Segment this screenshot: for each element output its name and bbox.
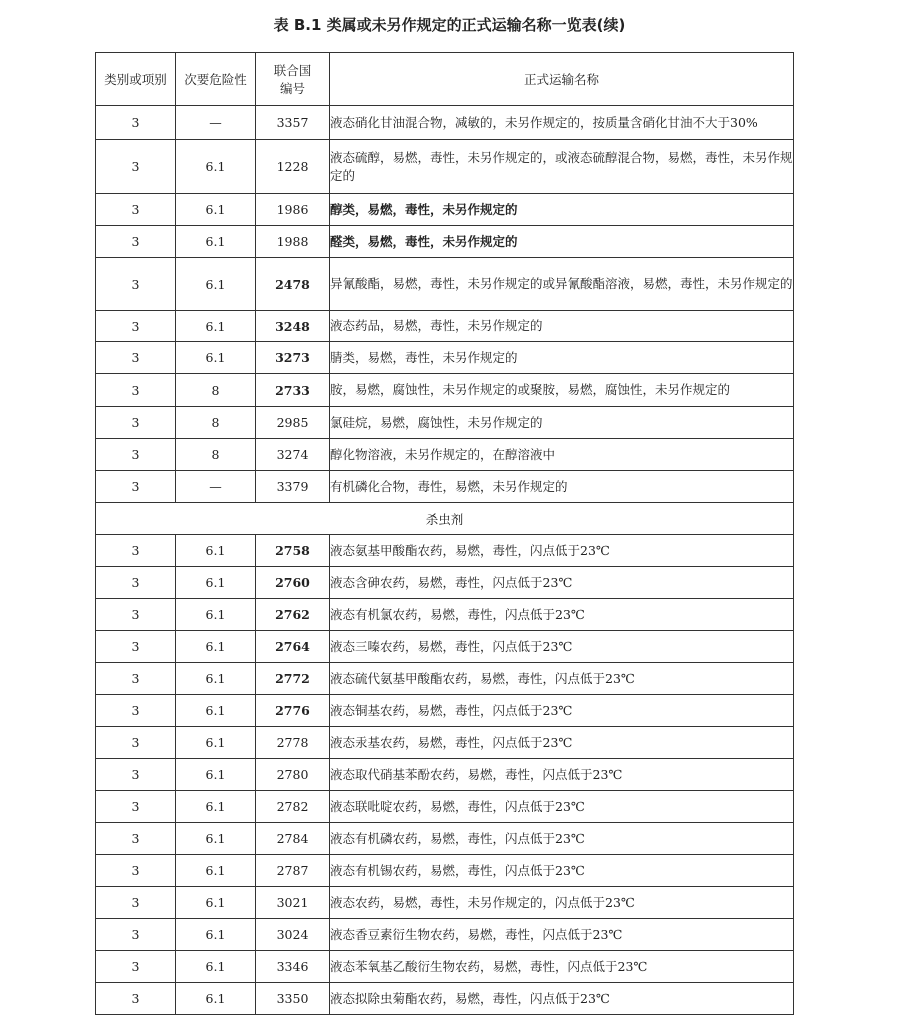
header-class: 类别或项别 xyxy=(96,53,176,106)
cell-un-number: 2778 xyxy=(256,727,330,759)
cell-class: 3 xyxy=(96,342,176,374)
table-row xyxy=(96,663,794,695)
cell-subsidiary: 8 xyxy=(176,374,256,407)
cell-class: 3 xyxy=(96,823,176,855)
cell-shipping-name: 胺，易燃，腐蚀性，未另作规定的或聚胺，易燃，腐蚀性，未另作规定的 xyxy=(330,374,794,407)
table-row xyxy=(96,951,794,983)
cell-un-number: 2733 xyxy=(256,374,330,407)
cell-class: 3 xyxy=(96,855,176,887)
cell-un-number: 3021 xyxy=(256,887,330,919)
table-row xyxy=(96,887,794,919)
cell-un-number: 2787 xyxy=(256,855,330,887)
cell-shipping-name: 异氰酸酯，易燃，毒性，未另作规定的或异氰酸酯溶液，易燃，毒性，未另作规定的 xyxy=(330,258,794,311)
cell-subsidiary: 6.1 xyxy=(176,567,256,599)
cell-subsidiary: 6.1 xyxy=(176,855,256,887)
cell-class: 3 xyxy=(96,791,176,823)
cell-shipping-name: 液态药品，易燃，毒性，未另作规定的 xyxy=(330,311,794,342)
cell-subsidiary: 6.1 xyxy=(176,194,256,226)
cell-un-number: 3379 xyxy=(256,471,330,503)
cell-class: 3 xyxy=(96,631,176,663)
cell-shipping-name: 液态汞基农药，易燃，毒性，闪点低于23℃ xyxy=(330,727,794,759)
table-row xyxy=(96,311,794,342)
cell-shipping-name: 液态拟除虫菊酯农药，易燃，毒性，闪点低于23℃ xyxy=(330,983,794,1015)
cell-subsidiary: 6.1 xyxy=(176,311,256,342)
table-row xyxy=(96,631,794,663)
table-row xyxy=(96,983,794,1015)
cell-shipping-name: 液态硫代氨基甲酸酯农药，易燃，毒性，闪点低于23℃ xyxy=(330,663,794,695)
table-row xyxy=(96,919,794,951)
cell-un-number: 2780 xyxy=(256,759,330,791)
cell-shipping-name: 液态铜基农药，易燃，毒性，闪点低于23℃ xyxy=(330,695,794,727)
cell-subsidiary: 6.1 xyxy=(176,599,256,631)
cell-un-number: 3357 xyxy=(256,106,330,140)
table-title: 表 B.1 类属或未另作规定的正式运输名称一览表(续) xyxy=(273,16,626,34)
cell-class: 3 xyxy=(96,407,176,439)
header-un-number xyxy=(256,53,330,106)
table-row xyxy=(96,727,794,759)
section-label-pesticides: 杀虫剂 xyxy=(96,503,794,535)
cell-shipping-name: 液态三嗪农药，易燃，毒性，闪点低于23℃ xyxy=(330,631,794,663)
cell-class: 3 xyxy=(96,759,176,791)
cell-shipping-name: 液态含砷农药，易燃，毒性，闪点低于23℃ xyxy=(330,567,794,599)
cell-class: 3 xyxy=(96,471,176,503)
cell-shipping-name: 醛类，易燃，毒性，未另作规定的 xyxy=(330,226,794,258)
cell-subsidiary: 6.1 xyxy=(176,759,256,791)
cell-class: 3 xyxy=(96,695,176,727)
cell-class: 3 xyxy=(96,567,176,599)
cell-shipping-name: 醇类，易燃，毒性，未另作规定的 xyxy=(330,194,794,226)
cell-un-number: 2764 xyxy=(256,631,330,663)
cell-shipping-name: 腈类，易燃，毒性，未另作规定的 xyxy=(330,342,794,374)
table-row xyxy=(96,823,794,855)
table-row xyxy=(96,342,794,374)
table-row xyxy=(96,194,794,226)
cell-shipping-name: 液态有机氯农药，易燃，毒性，闪点低于23℃ xyxy=(330,599,794,631)
cell-class: 3 xyxy=(96,374,176,407)
header-row xyxy=(96,53,794,106)
cell-un-number: 3274 xyxy=(256,439,330,471)
cell-shipping-name: 液态联吡啶农药，易燃，毒性，闪点低于23℃ xyxy=(330,791,794,823)
cell-un-number: 2760 xyxy=(256,567,330,599)
cell-shipping-name: 液态硫醇，易燃，毒性，未另作规定的，或液态硫醇混合物，易燃，毒性，未另作规定的 xyxy=(330,140,794,194)
cell-un-number: 2776 xyxy=(256,695,330,727)
table-row xyxy=(96,535,794,567)
header-shipping-name: 正式运输名称 xyxy=(330,53,794,106)
cell-subsidiary: — xyxy=(176,471,256,503)
cell-shipping-name: 液态农药，易燃，毒性，未另作规定的，闪点低于23℃ xyxy=(330,887,794,919)
cell-un-number: 2758 xyxy=(256,535,330,567)
cell-class: 3 xyxy=(96,106,176,140)
cell-un-number: 2762 xyxy=(256,599,330,631)
header-un-line2: 编号 xyxy=(279,81,305,96)
cell-shipping-name: 醇化物溶液，未另作规定的，在醇溶液中 xyxy=(330,439,794,471)
table-row xyxy=(96,258,794,311)
table-row xyxy=(96,471,794,503)
cell-subsidiary: 6.1 xyxy=(176,342,256,374)
cell-subsidiary: 8 xyxy=(176,439,256,471)
table-row xyxy=(96,855,794,887)
cell-class: 3 xyxy=(96,258,176,311)
cell-class: 3 xyxy=(96,887,176,919)
cell-un-number: 1988 xyxy=(256,226,330,258)
cell-subsidiary: 6.1 xyxy=(176,791,256,823)
cell-class: 3 xyxy=(96,140,176,194)
cell-subsidiary: 6.1 xyxy=(176,663,256,695)
cell-subsidiary: 6.1 xyxy=(176,983,256,1015)
table-row xyxy=(96,695,794,727)
cell-shipping-name: 氯硅烷，易燃，腐蚀性，未另作规定的 xyxy=(330,407,794,439)
table-row xyxy=(96,407,794,439)
cell-subsidiary: 6.1 xyxy=(176,631,256,663)
table-row xyxy=(96,106,794,140)
cell-un-number: 1986 xyxy=(256,194,330,226)
cell-shipping-name: 液态有机磷农药，易燃，毒性，闪点低于23℃ xyxy=(330,823,794,855)
cell-class: 3 xyxy=(96,663,176,695)
cell-class: 3 xyxy=(96,226,176,258)
cell-subsidiary: 6.1 xyxy=(176,535,256,567)
cell-un-number: 1228 xyxy=(256,140,330,194)
table-row xyxy=(96,759,794,791)
cell-un-number: 3273 xyxy=(256,342,330,374)
section-row xyxy=(96,503,794,535)
cell-un-number: 3024 xyxy=(256,919,330,951)
cell-subsidiary: 6.1 xyxy=(176,258,256,311)
cell-class: 3 xyxy=(96,535,176,567)
cell-shipping-name: 液态有机锡农药，易燃，毒性，闪点低于23℃ xyxy=(330,855,794,887)
cell-un-number: 2782 xyxy=(256,791,330,823)
table-row xyxy=(96,374,794,407)
cell-subsidiary: 6.1 xyxy=(176,226,256,258)
cell-subsidiary: 6.1 xyxy=(176,823,256,855)
cell-shipping-name: 液态香豆素衍生物农药，易燃，毒性，闪点低于23℃ xyxy=(330,919,794,951)
table-row xyxy=(96,567,794,599)
cell-un-number: 2772 xyxy=(256,663,330,695)
cell-subsidiary: 6.1 xyxy=(176,140,256,194)
cell-class: 3 xyxy=(96,919,176,951)
cell-un-number: 2478 xyxy=(256,258,330,311)
cell-subsidiary: 6.1 xyxy=(176,887,256,919)
header-un-line1: 联合国 xyxy=(273,63,312,78)
cell-un-number: 2985 xyxy=(256,407,330,439)
cell-shipping-name: 液态取代硝基苯酚农药，易燃，毒性，闪点低于23℃ xyxy=(330,759,794,791)
cell-shipping-name: 液态苯氧基乙酸衍生物农药，易燃，毒性，闪点低于23℃ xyxy=(330,951,794,983)
cell-un-number: 3248 xyxy=(256,311,330,342)
table-row xyxy=(96,226,794,258)
cell-subsidiary: 6.1 xyxy=(176,919,256,951)
cell-un-number: 3346 xyxy=(256,951,330,983)
cell-subsidiary: 6.1 xyxy=(176,951,256,983)
cell-un-number: 3350 xyxy=(256,983,330,1015)
header-subsidiary-risk: 次要危险性 xyxy=(176,53,256,106)
cell-un-number: 2784 xyxy=(256,823,330,855)
cell-class: 3 xyxy=(96,311,176,342)
cell-shipping-name: 液态氨基甲酸酯农药，易燃，毒性，闪点低于23℃ xyxy=(330,535,794,567)
cell-subsidiary: 6.1 xyxy=(176,727,256,759)
table-row xyxy=(96,140,794,194)
cell-class: 3 xyxy=(96,951,176,983)
shipping-names-table xyxy=(95,52,794,1015)
cell-subsidiary: 8 xyxy=(176,407,256,439)
cell-class: 3 xyxy=(96,599,176,631)
cell-subsidiary: 6.1 xyxy=(176,695,256,727)
table-row xyxy=(96,599,794,631)
cell-class: 3 xyxy=(96,983,176,1015)
cell-class: 3 xyxy=(96,194,176,226)
cell-class: 3 xyxy=(96,439,176,471)
cell-shipping-name: 液态硝化甘油混合物，减敏的，未另作规定的，按质量含硝化甘油不大于30% xyxy=(330,106,794,140)
cell-class: 3 xyxy=(96,727,176,759)
cell-shipping-name: 有机磷化合物，毒性，易燃，未另作规定的 xyxy=(330,471,794,503)
table-row xyxy=(96,791,794,823)
table-row xyxy=(96,439,794,471)
cell-subsidiary: — xyxy=(176,106,256,140)
